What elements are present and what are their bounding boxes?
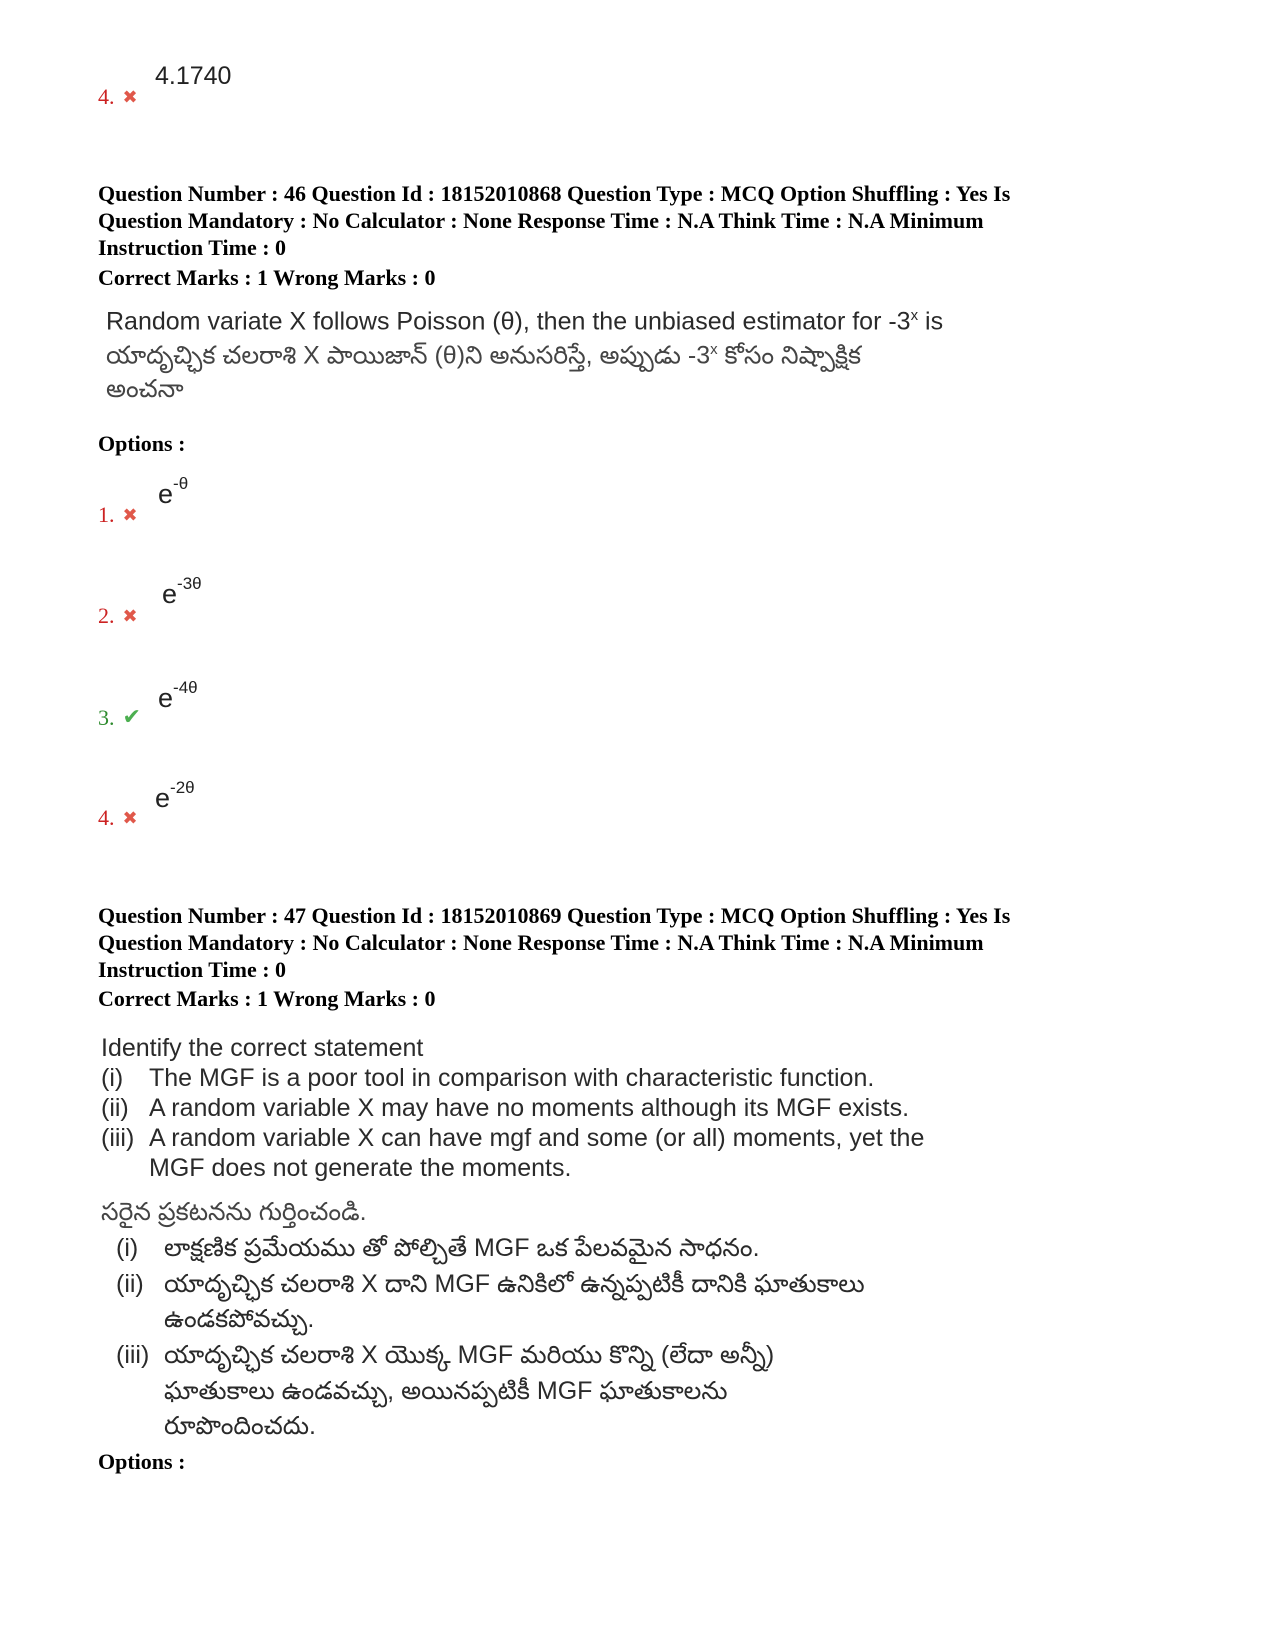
prev-option-4-value: 4.1740: [155, 62, 232, 90]
q46-text-english-a: Random variate X follows Poisson (θ), then the unbiased estimator for -3: [106, 307, 911, 336]
item-text: A random variable X may have no moments although its MGF exists.: [149, 1094, 910, 1122]
item-text: MGF does not generate the moments.: [149, 1154, 572, 1182]
q46-option-1-value: [158, 474, 189, 510]
item-text: ఘాతుకాలు ఉండవచ్చు, అయినప్పటికీ MGF ఘాతుకాలను: [164, 1377, 728, 1405]
item-text: A random variable X can have mgf and some (or all) moments, yet the: [149, 1124, 925, 1152]
q47-en-item-3-line-2: [149, 1154, 571, 1183]
option-base: e: [158, 683, 174, 713]
q46-text-telugu-line-2: అంచనా: [106, 375, 184, 403]
item-number: (ii): [101, 1094, 129, 1122]
q47-marks: Correct Marks : 1 Wrong Marks : 0: [98, 986, 436, 1011]
q47-te-item-3-line-2: [164, 1377, 728, 1412]
q47-options-label: Options :: [98, 1449, 186, 1474]
q47-metadata: [98, 902, 1178, 983]
q47-te-item-3: [116, 1341, 774, 1376]
item-number: (iii): [116, 1341, 150, 1369]
option-exponent: -2θ: [170, 778, 195, 797]
cross-icon: ✖: [122, 505, 138, 525]
q47-heading-telugu: సరైన ప్రకటనను గుర్తించండి.: [101, 1198, 367, 1226]
item-text: ఉండకపోవచ్చు.: [164, 1305, 315, 1333]
q46-meta-line-2: Question Mandatory : No Calculator : None Response Time : N.A Think Time : N.A Minimum: [98, 208, 984, 233]
q47-te-item-1: [116, 1234, 760, 1269]
q47-te-item-3-line-3: [164, 1412, 316, 1447]
check-icon: ✔: [122, 704, 141, 729]
item-text: యాదృచ్ఛిక చలరాశి X యొక్క MGF మరియు కొన్ని (లేదా అన్నీ): [164, 1341, 775, 1369]
q46-metadata: [98, 180, 1178, 261]
option-base: e: [162, 579, 178, 609]
q47-meta-line-2: Question Mandatory : No Calculator : None Response Time : N.A Think Time : N.A Minimum: [98, 930, 984, 955]
q46-option-3-value: [158, 678, 198, 714]
q46-meta-line-3: Instruction Time : 0: [98, 235, 287, 260]
q46-option-1-number: [98, 502, 138, 528]
q46-text-english-sup: x: [910, 307, 919, 324]
q46-option-4-number: [98, 805, 138, 831]
option-number: 2.: [98, 603, 115, 628]
q47-en-item-1: [101, 1064, 874, 1093]
q47-en-item-2: [101, 1094, 909, 1123]
item-text: రూపొందించదు.: [164, 1412, 316, 1440]
option-exponent: -θ: [173, 474, 189, 493]
q46-option-3-number: [98, 704, 141, 731]
cross-icon: ✖: [122, 808, 138, 828]
item-number: (ii): [116, 1270, 144, 1298]
q46-text-telugu-b: కోసం నిష్పాక్షిక: [717, 341, 862, 370]
option-number: 4.: [98, 805, 115, 830]
item-number: (i): [101, 1064, 124, 1092]
q46-marks: Correct Marks : 1 Wrong Marks : 0: [98, 265, 436, 290]
option-number: 4.: [98, 84, 115, 109]
q46-text-telugu: [106, 341, 861, 376]
q47-meta-line-3: Instruction Time : 0: [98, 957, 287, 982]
option-number: 3.: [98, 705, 115, 730]
item-text: లాక్షణిక ప్రమేయము తో పోల్చితే MGF ఒక పేలవమైన సాధనం.: [164, 1234, 760, 1262]
item-number: (iii): [101, 1124, 135, 1152]
option-number: 1.: [98, 502, 115, 527]
q46-text-english-b: is: [918, 307, 944, 336]
q46-text-english: [106, 307, 943, 336]
item-text: యాదృచ్ఛిక చలరాశి X దాని MGF ఉనికిలో ఉన్నప్పటికీ దానికి ఘాతుకాలు: [164, 1270, 865, 1298]
q46-option-2-number: [98, 603, 138, 629]
q46-text-telugu-sup: x: [710, 341, 718, 358]
q46-option-4-value: [155, 778, 195, 814]
q46-meta-line-1: Question Number : 46 Question Id : 18152010868 Question Type : MCQ Option Shuffling : Yes Is: [98, 181, 1011, 206]
q46-options-label: Options :: [98, 431, 186, 456]
q46-text-telugu-a: యాదృచ్ఛిక చలరాశి X పాయిజాన్ (θ)ని అనుసరిస్తే, అప్పుడు -3: [106, 341, 711, 370]
q47-meta-line-1: Question Number : 47 Question Id : 18152010869 Question Type : MCQ Option Shuffling : Yes Is: [98, 903, 1011, 928]
q47-te-item-2: [116, 1270, 865, 1305]
q47-en-item-3: [101, 1124, 924, 1153]
prev-option-4-number: [98, 84, 138, 110]
q47-te-item-2-line-2: [164, 1305, 314, 1340]
q47-heading-english: Identify the correct statement: [101, 1034, 424, 1062]
item-text: The MGF is a poor tool in comparison with characteristic function.: [149, 1064, 875, 1092]
q46-option-2-value: [162, 574, 202, 610]
cross-icon: ✖: [122, 606, 138, 626]
cross-icon: ✖: [122, 87, 138, 107]
option-exponent: -3θ: [177, 574, 202, 593]
option-base: e: [158, 479, 174, 509]
item-number: (i): [116, 1234, 139, 1262]
option-base: e: [155, 783, 171, 813]
option-exponent: -4θ: [173, 678, 198, 697]
